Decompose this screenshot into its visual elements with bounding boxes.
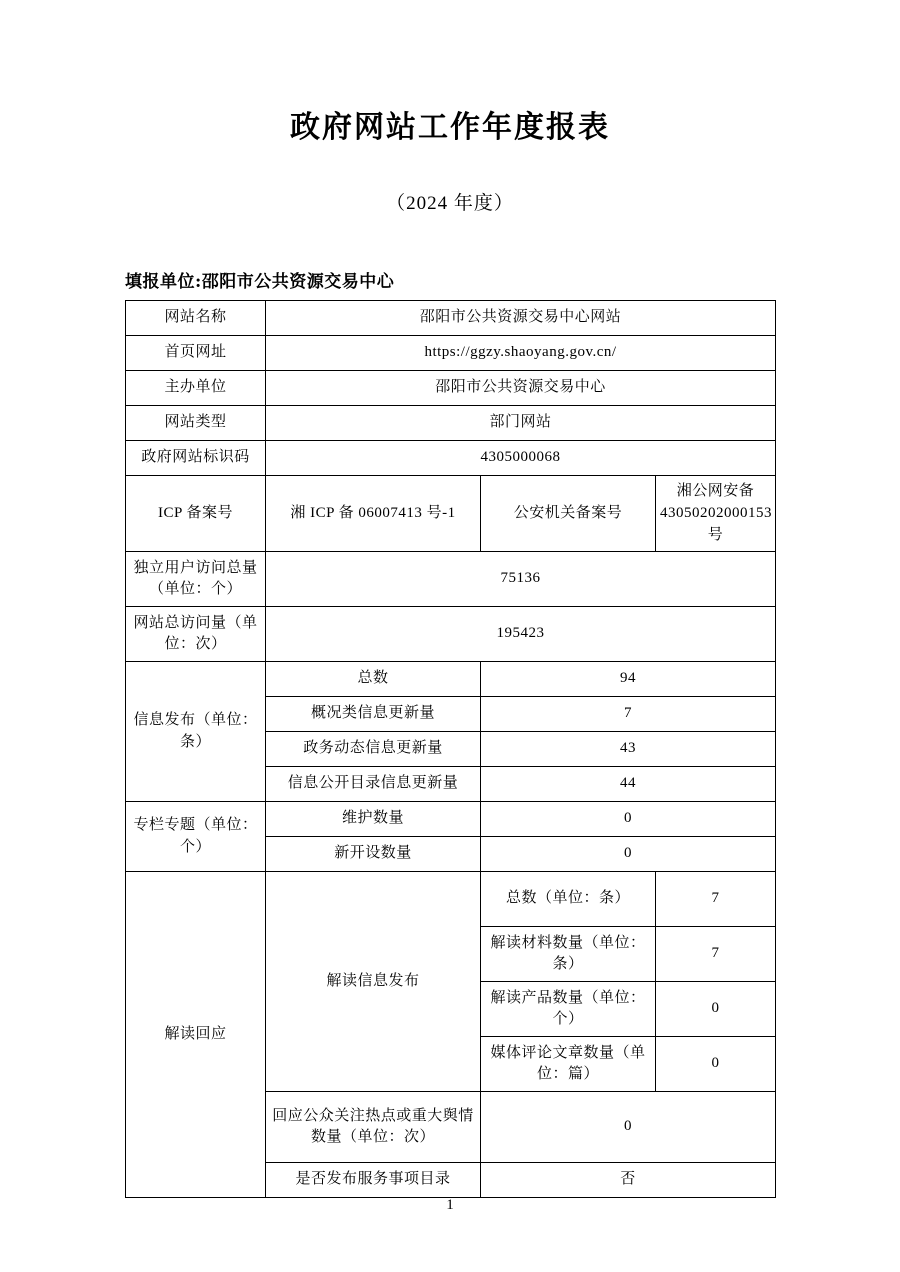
site-type-value: 部门网站 [266,406,776,441]
table-row [126,872,776,927]
icp-label: ICP 备案号 [126,476,266,552]
page-title: 政府网站工作年度报表 [290,110,610,145]
column-row-value: 0 [481,837,776,872]
interpret-row-value: 7 [656,927,776,982]
sponsor-value: 邵阳市公共资源交易中心 [266,371,776,406]
table-row [126,476,776,552]
police-record-label: 公安机关备案号 [481,476,656,552]
site-code-label: 政府网站标识码 [126,441,266,476]
total-visits-value: 195423 [266,607,776,662]
police-record-value: 湘公网安备 43050202000153 号 [656,476,776,552]
table-row [126,336,776,371]
interpret-response-label: 解读回应 [126,872,266,1198]
interpret-row-value: 0 [656,982,776,1037]
column-row-label: 维护数量 [266,802,481,837]
info-row-label: 政务动态信息更新量 [266,732,481,767]
service-catalog-label: 是否发布服务事项目录 [266,1163,481,1198]
table-row [126,406,776,441]
interpret-row-value: 0 [656,1037,776,1092]
fill-unit-label: 填报单位:邵阳市公共资源交易中心 [125,272,395,292]
table-row [126,662,776,697]
unique-visitors-value: 75136 [266,552,776,607]
table-row [126,371,776,406]
homepage-value: https://ggzy.shaoyang.gov.cn/ [266,336,776,371]
interpret-row-label: 解读产品数量（单位：个） [481,982,656,1037]
info-row-value: 94 [481,662,776,697]
page-number: 1 [446,1197,454,1213]
icp-value: 湘 ICP 备 06007413 号-1 [266,476,481,552]
column-topic-label: 专栏专题（单位：个） [126,802,266,872]
column-row-label: 新开设数量 [266,837,481,872]
info-row-value: 7 [481,697,776,732]
info-row-value: 44 [481,767,776,802]
info-row-label: 总数 [266,662,481,697]
total-visits-label: 网站总访问量（单位：次） [126,607,266,662]
unique-visitors-label: 独立用户访问总量（单位：个） [126,552,266,607]
table-row [126,301,776,336]
column-row-value: 0 [481,802,776,837]
response-hotspot-value: 0 [481,1092,776,1163]
page-subtitle: （2024 年度） [386,193,514,214]
table-row [126,607,776,662]
response-hotspot-label: 回应公众关注热点或重大舆情数量（单位：次） [266,1092,481,1163]
site-name-value: 邵阳市公共资源交易中心网站 [266,301,776,336]
interpret-row-label: 解读材料数量（单位：条） [481,927,656,982]
site-name-label: 网站名称 [126,301,266,336]
site-code-value: 4305000068 [266,441,776,476]
homepage-label: 首页网址 [126,336,266,371]
info-row-label: 信息公开目录信息更新量 [266,767,481,802]
site-type-label: 网站类型 [126,406,266,441]
service-catalog-value: 否 [481,1163,776,1198]
interpret-publish-label: 解读信息发布 [266,872,481,1092]
interpret-row-label: 总数（单位：条） [481,872,656,927]
table-row [126,552,776,607]
info-publish-label: 信息发布（单位：条） [126,662,266,802]
interpret-row-value: 7 [656,872,776,927]
info-row-label: 概况类信息更新量 [266,697,481,732]
table-row [126,441,776,476]
sponsor-label: 主办单位 [126,371,266,406]
annual-report-table [125,300,776,1198]
table-row [126,802,776,837]
interpret-row-label: 媒体评论文章数量（单位：篇） [481,1037,656,1092]
info-row-value: 43 [481,732,776,767]
